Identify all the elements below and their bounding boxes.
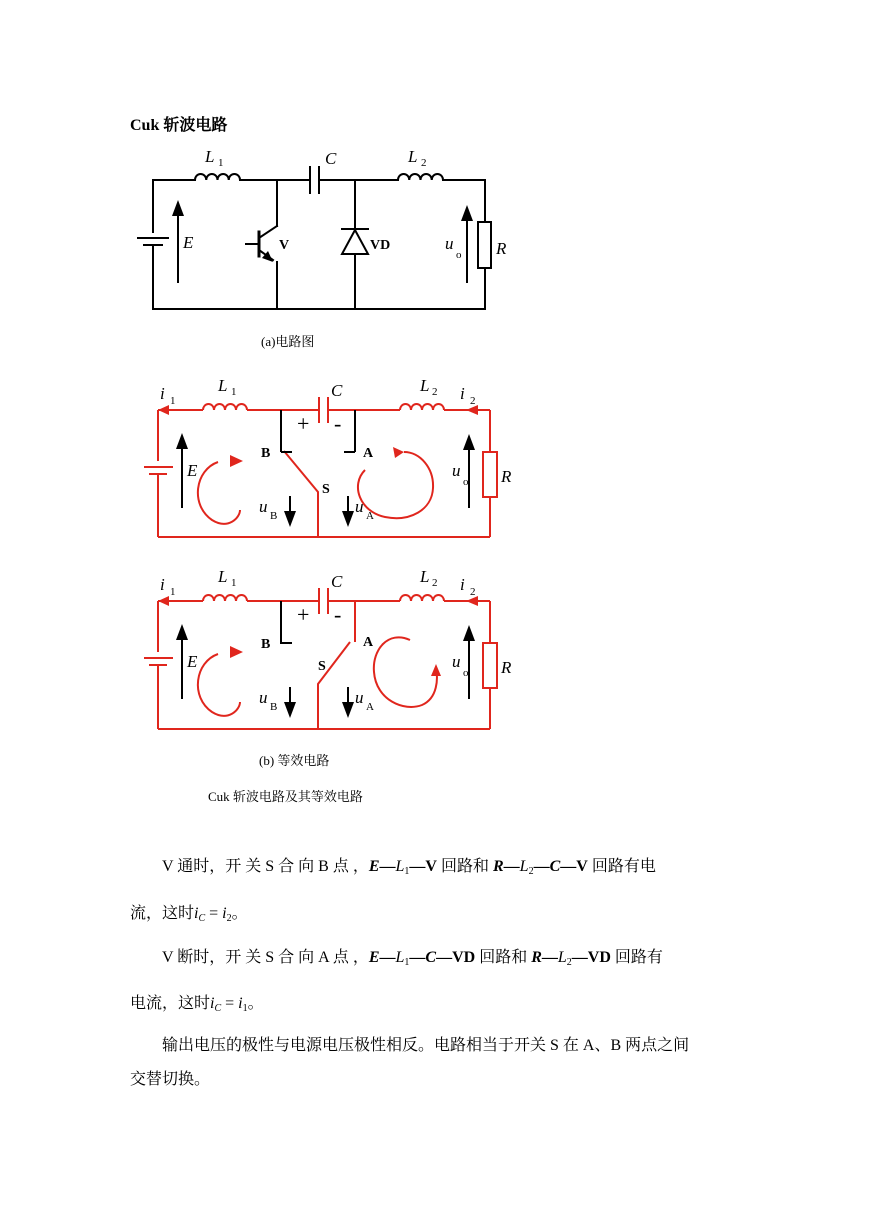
label-i1-sub: 1 [170,586,176,598]
paragraph-3-line-2: 交替切换。 [130,1071,211,1088]
label-l2-sub: 2 [432,577,438,589]
label-plus: + [297,411,310,436]
label-ua: u [355,497,364,516]
label-i2-sub: 2 [470,395,476,407]
label-ua: u [355,688,364,707]
label-i2: i [460,384,465,403]
label-r: R [496,239,507,258]
paragraph-1-line-1: V 通时，开 关 S 合 向 B 点 ，$E—L_1—V$ 回路和 $R—L_2—C—V$ 回路有电 [162,858,656,877]
label-i1-sub: 1 [170,395,176,407]
label-uo: u [445,234,454,253]
paragraph-2-line-2: 电流，这时$i_C = i_1$。 [130,995,264,1014]
paragraph-1-line-2: 流，这时$i_C = i_2$。 [130,905,248,924]
label-l1: L [218,567,228,586]
label-l2-sub: 2 [432,386,438,398]
label-i1: i [160,384,165,403]
label-uo: u [452,652,461,671]
label-s: S [322,482,330,497]
label-plus: + [297,602,310,627]
label-v: V [279,238,290,253]
label-ua-sub: A [366,701,374,713]
label-l1-sub: 1 [218,157,224,169]
label-ub: u [259,688,268,707]
label-c: C [325,149,337,168]
label-i1: i [160,575,165,594]
label-l2: L [420,567,430,586]
paragraph-3-line-1: 输出电压的极性与电源电压极性相反。电路相当于开关 S 在 A、B 两点之间 [162,1037,690,1054]
label-ub-sub: B [270,510,278,522]
label-s: S [318,659,326,674]
label-e: E [187,652,198,671]
label-uo-sub: o [463,667,469,679]
label-r: R [501,467,512,486]
label-minus: - [334,411,342,436]
section-title: Cuk 斩波电路 [130,117,228,134]
label-uo-sub: o [456,249,462,261]
label-i2: i [460,575,465,594]
label-i2-sub: 2 [470,586,476,598]
label-l1: L [205,147,215,166]
label-a: A [363,635,374,650]
label-ua-sub: A [366,510,374,522]
caption-b: (b) 等效电路 [259,753,330,768]
label-vd: VD [370,238,391,253]
label-uo: u [452,461,461,480]
label-e: E [187,461,198,480]
label-uo-sub: o [463,476,469,488]
label-ub: u [259,497,268,516]
label-l2: L [420,376,430,395]
label-b: B [261,637,271,652]
label-c: C [331,381,343,400]
label-b: B [261,446,271,461]
label-l1-sub: 1 [231,386,237,398]
paragraph-2-line-1: V 断时，开 关 S 合 向 A 点 ，$E—L_1—C—VD$ 回路和 $R—L_2—VD$ 回路有 [162,949,663,968]
label-l2: L [408,147,418,166]
label-ub-sub: B [270,701,278,713]
label-minus: - [334,602,342,627]
label-l2-sub: 2 [421,157,427,169]
caption-main: Cuk 斩波电路及其等效电路 [208,789,363,804]
label-r: R [501,658,512,677]
label-l1: L [218,376,228,395]
label-e: E [183,233,194,252]
label-a: A [363,446,374,461]
label-l1-sub: 1 [231,577,237,589]
label-c: C [331,572,343,591]
caption-a: (a)电路图 [261,334,315,349]
